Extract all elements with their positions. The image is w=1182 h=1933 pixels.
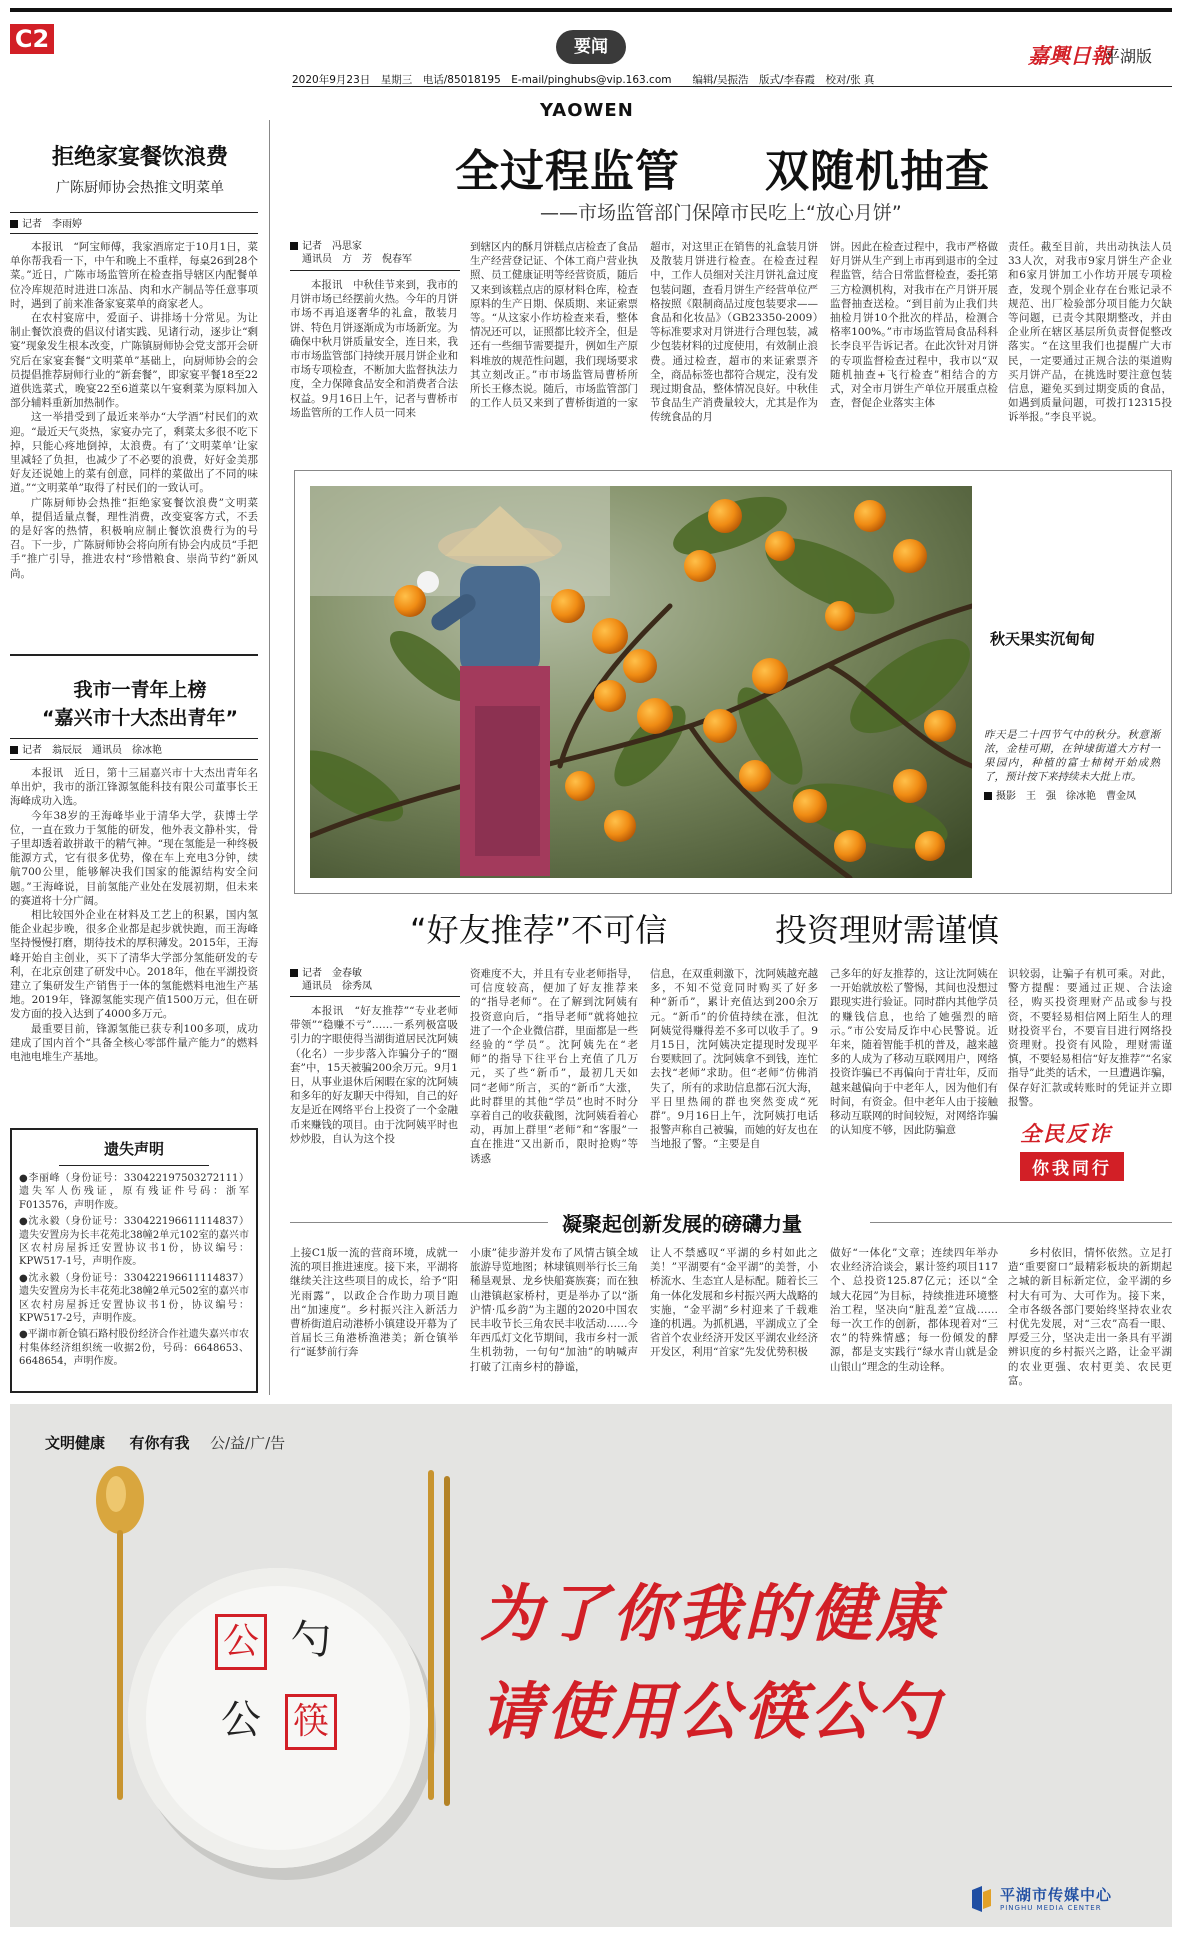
main-byline-a [290,240,460,253]
fraud-col-5-text: 识较弱，让骗子有机可乘。对此，警方提醒：要通过正规、合法途径，购买投资理财产品或参与投资，不要轻易相信网上陌生人的理财投资平台，不要盲目进行网络投资理财。投资有风险，理财需谨慎，不要轻易相信“好友推荐”“名家指导”此类的话术，一旦遭遇诈骗，保存好汇款或转账时的凭证并立即报警。 [1008,968,1172,1107]
plate-stamp-3: 公 [221,1697,261,1743]
persimmon-photo [310,486,972,878]
feast-body [10,240,258,645]
photo-credit-text: 摄影 王 强 徐冰艳 曹金凤 [996,791,1136,802]
top-rule [10,8,1172,12]
page-code: C2 [10,24,54,54]
plate-stamp-2: 勺 [291,1617,331,1663]
feast-paragraph: 在农村宴席中，爱面子、讲排场十分常见。为让制止餐饮浪费的倡议付诸实践、见诸行动，逐步让“剩宴”现象发生根本改变，广陈镇厨师协会党支部开会研究后在家宴套餐“文明菜单”基础上，向厨师协会的会员提倡推荐厨师行业的“新套餐”，即家宴平餐18至22道供选菜式，晚宴22至6道菜以午宴剩菜为原料加入部分辅料重新加热制作。 [10,312,258,410]
fraud-col-4-text: 己多年的好友推荐的，这让沈阿姨在一开始就放松了警惕，其间也没想过跟现实进行验证。同时群内其他学员的赚钱信息，也给了她强烈的暗示。”市公安局反诈中心民警说。近年来，随着智能手机的普及，越来越多的人成为了移动互联网用户，网络投资诈骗已不再偏向于青壮年，反而越来越偏向于中老年人，因为他们有时间，有资金。但中老年人由于接触移动互联网的时间较短，对网络诈骗的认知度不够，因此防骗意 [830,968,998,1137]
main-col-2 [470,240,638,450]
main-byline-a-text: 记者 冯思家 [302,241,362,252]
rural-col-5-text: 乡村依旧，情怀依然。立足打造“重要窗口”最精彩板块的新期起之城的新目标新定位，金平湖的乡村大有可为、大可作为。接下来，全市各级各部门要始终坚持农业农村优先发展，对“三农”高看一眼、厚爱三分，坚决走出一条具有平湖辨识度的乡村振兴之路，让金平湖的农业更强、农村更美、农民更富。 [1008,1247,1172,1387]
ad-line-2: 请使用公筷公勺 [480,1675,943,1748]
section-pinyin: YAOWEN [540,100,634,121]
column-divider [269,120,270,1395]
feast-title: 拒绝家宴餐饮浪费 [51,145,228,170]
fraud-col-2 [470,967,638,1184]
notice-title-rule [59,1165,209,1166]
notice-item: ●李丽峰（身份证号：330422197503272111）遗失军人伤残证，原有残证件号码：浙军F013576，声明作废。 [19,1173,249,1211]
main-col-3 [650,240,818,450]
chopsticks-icon [420,1470,460,1810]
date-line: 2020年9月23日 星期三 电话/85018195 E-mail/pinghubs@vip.163.com 编辑/吴振浩 版式/李春霞 校对/张 真 [292,74,875,86]
rural-col-4-text: 做好“一体化”文章；连续四年举办农业经济洽谈会，累计签约项目117个、总投资125.87亿元；还以“全域大花园”为目标，持续推进环境整治工程，坚决向“脏乱差”宣战……每一次工作的创新，都体现着对“三农”的特殊情感；每一份倾发的酵源，都是支实践行“绿水青山就是金山银山”理念的生动诠释。 [830,1247,998,1373]
rural-col-5 [1008,1246,1172,1392]
main-col-1 [290,278,458,450]
youth-rule [10,738,258,739]
fraud-col-5 [1008,967,1172,1107]
main-title-a: 全过程监管 [455,146,680,197]
ad-slogan-a: 文明健康 [45,1434,106,1452]
ad-line-1: 为了你我的健康 [480,1577,943,1650]
main-col-5-text: 责任。截至目前，共出动执法人员33人次，对我市9家月饼生产企业和6家月饼加工小作坊开展专项检查，发现个别企业存在台账记录不规范、出厂检验部分项目能力欠缺等问题，已责令其限期整改，并由企业所在辖区基层所负责督促整改落实。“在这里我们也提醒广大市民，一定要通过正规合法的渠道购买月饼产品，在挑选时要注意包装信息，避免买到过期变质的食品，如遇到质量问题，可拨打12315投诉举报。”李良平说。 [1008,241,1172,424]
feast-byline [10,218,258,231]
youth-byline [10,744,258,757]
feast-end-rule [10,654,258,656]
feast-subtitle: 广陈厨师协会热推文明菜单 [56,180,224,196]
rural-rule-right [870,1222,1172,1223]
notice-item: ●平湖市新仓镇石路村股份经济合作社遗失嘉兴市农村集体经济组织统一收据2份，号码：6648653、6648654，声明作废。 [19,1329,249,1368]
youth-paragraph: 最重要目前，锋源氢能已获专利100多项，成功建成了国内首个“具备全核心零部件量产能力”的燃料电池电堆生产基地。 [10,1022,258,1064]
fraud-byline-a [290,967,460,980]
photo-title: 秋天果实沉甸甸 [990,630,1096,648]
rural-col-4 [830,1246,998,1392]
youth-paragraph: 本报讯 近日，第十三届嘉兴市十大杰出青年名单出炉，我市的浙江锋源氢能科技有限公司董事长王海峰成功入选。 [10,767,258,808]
spoon-icon [90,1460,150,1810]
notice-item: ●沈永毅（身份证号：330422196611114837）遗失安置房为长丰花苑北38幢2单元502室的嘉兴市区农村房屋拆迁安置协议书1份，协议编号：KPW517-2号，声明作废。 [19,1272,249,1325]
rural-col-1-text: 上接C1版一流的营商环境，成就一流的项目推进速度。接下来，平湖将继续关注这些项目的成长，给予“阳光雨露”，以政企合作助力项目跑出“加速度”。乡村振兴注入新活力曹桥街道启动港桥小镇建设开幕为了首届长三角港桥渔港美；新仓镇举行“诞梦前行奔 [290,1247,458,1359]
anti-fraud-badge [1020,1118,1160,1180]
anti-fraud-line-1: 全民反诈 [1020,1122,1112,1146]
rural-col-2 [470,1246,638,1392]
fraud-title-b: 投资理财需谨慎 [775,911,1000,949]
youth-paragraph: 相比较国外企业在材料及工艺上的积累，国内氢能企业起步晚，很多企业都是起步就快跑，而王海峰坚持慢慢打磨，期待技术的厚积薄发。2015年，王海峰开始自主创业，买下了清华大学部分氢能研发的专利，在北京创建了研发中心。2018年，他在平湖投资建立了集研发生产销售于一体的氢能燃料电池生产基地。2019年，锋源氢能实现产值1500万元，但在研发方面的投入达到了4000多万元。 [10,909,258,1021]
media-center-cn: 平湖市传媒中心 [1000,1886,1113,1904]
rural-col-3 [650,1246,818,1392]
feast-rule [10,212,258,213]
feast-paragraph: 本报讯 “阿宝师傅，我家酒席定于10月1日，菜单你帮我看一下，中午和晚上不重样，每桌26到28个菜。”近日，广陈市场监管所在检查指导辖区内配餐单位冷库规范时进进口冻品、肉和水产制品等任意事项时，遇到了前来准备家宴菜单的商家老人。 [10,241,258,310]
notice-item: ●沈永毅（身份证号：330422196611114837）遗失安置房为长丰花苑北38幢2单元102室的嘉兴市区农村房屋拆迁安置协议书1份，协议编号：KPW517-1号，声明作废。 [19,1216,249,1268]
fraud-col-3-text: 信息，在双重刺激下，沈阿姨越充越多，不知不觉竟同时购买了好多种“新币”，累计充值达到200余万元。“新币”的价值持续在涨，但沈阿姨觉得赚得差不多可以收手了。9月15日，沈阿姨决定提现时发现平台要赎回了。沈阿姨拿不到钱，连忙去找“老师”求助。但“老师”仿佛消失了，所有的求助信息都石沉大海，平日里热闹的群也突然变成“死群”。9月16日上午，沈阿姨打电话报警声称自己被骗，而她的好友也在当地报了警。“主要是自 [650,968,818,1151]
feast-byline-text: 记者 李雨婷 [22,219,82,230]
main-subtitle: ——市场监管部门保障市民吃上“放心月饼” [540,202,902,224]
notice-body [12,1172,256,1387]
main-byline-b: 通讯员 方 芳 倪春军 [302,254,412,265]
youth-body [10,766,258,1114]
media-center-logo-icon [970,1886,992,1912]
persimmon-orchard-image [310,486,972,878]
rural-col-3-text: 让人不禁感叹“平湖的乡村如此之美！”平湖要有“金平湖”的美誉，小桥流水、生态宜人是标配。随着长三角一体化发展和乡村振兴两大战略的实施，“金平湖”乡村迎来了千载难逢的机遇。为抓机遇，平湖成立了全省首个农业经济开发区平湖农业经济开发区，利用“首家”先发优势积极 [650,1247,818,1359]
main-byline [290,240,460,266]
youth-title-2: “嘉兴市十大杰出青年” [42,707,238,729]
masthead-rule [292,86,1172,87]
youth-paragraph: 今年38岁的王海峰毕业于清华大学，获博士学位，一直在致力于氢能的研发，他外表文静朴实，骨子里却透着敢拼敢干的精气神。“现在氢能是一种终极能源方式，它有很多优势，像在车上充电3分钟，续航700公里，能够解决我们国家的能源结构安全问题。”王海峰说，目前氢能产业处在发展初期，但未来的赛道将十分广阔。 [10,809,258,907]
anti-fraud-line-2: 你我同行 [1020,1152,1124,1181]
edition-label: 平湖版 [1104,47,1153,66]
fraud-byline-b: 通讯员 徐秀凤 [302,981,372,992]
youth-rule-2 [10,759,258,760]
rural-rule-left [290,1222,548,1223]
main-col-4 [830,240,998,450]
notice-box [10,1128,258,1393]
fraud-col-3 [650,967,818,1184]
ad-category: 公/益/广/告 [209,1434,286,1452]
main-col-5 [1008,240,1172,450]
paper-name: 嘉興日報 [1028,43,1112,68]
plate [128,1568,428,1868]
main-col-1-text: 本报讯 中秋佳节来到，我市的月饼市场已经摆前火热。今年的月饼市场不再追逐奢华的礼盒，散装月饼、特色月饼逐渐成为市场新宠。为确保中秋月饼质量安全，连日来，我市市场监管部门持续开展月饼企业和市场专项检查，不断加大监督执法力度，全力保障食品安全和消费者合法权益。9月16日上午，记者与曹桥市场监管所的工作人员一同来 [290,279,458,419]
fraud-byline-rule [290,996,460,997]
main-col-3-text: 超市，对这里正在销售的礼盒装月饼及散装月饼进行检查。在检查过程中，工作人员细对关注月饼礼盒过度包装问题，查看月饼生产经营单位严格按照《限制商品过度包装要求——食品和化妆品》（GB23350-2009）等标准要求对月饼进行合理包装，减少包装材料的过度使用，有效制止浪费。通过检查，超市的来证索票齐全，商品标签也都符合规定，没有发现过期食品，整体情况良好。中秋佳节食品生产消费量较大，尤其是作为传统食品的月 [650,241,818,424]
youth-title-1: 我市一青年上榜 [73,679,207,701]
fraud-byline [290,967,460,993]
ad-slogan-b: 有你有我 [129,1434,190,1452]
section-badge: 要闻 [556,30,626,64]
public-service-ad [10,1404,1172,1927]
plate-stamp-1: 公 [215,1614,267,1670]
rural-title: 凝聚起创新发展的磅礴力量 [562,1212,802,1236]
feast-paragraph: 广陈厨师协会热推“拒绝家宴餐饮浪费”文明菜单，提倡适量点餐，理性消费，改变宴客方式，不丢的是好客的热情，积极响应制止餐饮浪费行为的号召。下一步，广陈厨师协会将向所有协会内成员“手把手”推广引导，推进农村“珍惜粮食、崇尚节约”新风尚。 [10,496,258,580]
rural-col-2-text: 小康”徒步游并发布了风情古镇全域旅游导览地图；林埭镇则举行长三角稀垦观景、龙乡快船赛族赛；而在独山港镇赵家桥村，更是举办了以“浙沪情·瓜乡韵”为主题的2020中国农民丰收节长三角农民丰收活动……今年西瓜灯文化节期间，我市乡村一派生机勃勃，一句句“加油”的呐喊声打破了江南乡村的静谧， [470,1247,638,1373]
main-title-b: 双随机抽查 [765,146,990,197]
feast-paragraph: 这一举措受到了最近来举办“大学酒”村民们的欢迎。“最近天气炎热，家宴办完了，剩菜太多很不吃下掉，只能心疼地倒掉，太浪费。有了‘文明菜单’让家里减轻了负担，也减少了不必要的浪费，好好金美那好友还说她上的菜有创意，同样的菜做出了不同的味道。”“文明菜单”取得了村民们的一致认可。 [10,411,258,495]
photo-caption: 昨天是二十四节气中的秋分。秋意渐浓，金桂可期，在钟埭街道大方村一果园内，种植的富士柿树开始成熟了，预计按下来持续未大批上市。 [984,729,1160,783]
fraud-col-2-text: 资难度不大，并且有专业老师指导，可信度较高，便加了好友推荐来的“指导老师”。在了解到沈阿姨有投资意向后，“指导老师”就将她拉进了一个企业微信群，里面都是一些经验的“学员”。沈阿姨先在“老师”的指导下往平台上充值了几万元，买了些“新币”，最初几天如同“老师”所言，买的“新币”大涨，此时群里的其他“学员”也时不时分享着自己的收获截图，沈阿姨看着心动，再加上群里“老师”和“客服”一直在推进“又出新币，限时抢购”等诱惑 [470,968,638,1165]
feast-rule-2 [10,233,258,234]
photo-credit [984,790,1164,803]
media-center-en: PINGHU MEDIA CENTER [1000,1904,1102,1912]
main-col-2-text: 到辖区内的酥月饼糕点店检查了食品生产经营登记证、个体工商户营业执照、员工健康证明等经营资质，随后又来到该糕点店的原材料仓库，检查原料的生产日期、保质期、来证索票等。“从这家小作坊检查来看，整体情况还可以，证照都比较齐全，但是还有一些细节需要提升，例如生产原料堆放的规范性问题，我们现场要求其立刻改正。”市市场监管局曹桥所所长王修杰说。随后，市场监管部门的工作人员又来到了曹桥街道的一家 [470,241,638,410]
notice-title: 遗失声明 [103,1140,164,1158]
fraud-byline-a-text: 记者 金春敏 [302,968,362,979]
rural-col-1 [290,1246,458,1392]
fraud-col-1 [290,1004,458,1184]
youth-byline-text: 记者 翁辰辰 通讯员 徐冰艳 [22,745,162,756]
fraud-col-4 [830,967,998,1184]
plate-stamp-4: 筷 [285,1694,337,1750]
main-byline-rule [290,270,460,271]
fraud-col-1-text: 本报讯 “好友推荐”“专业老师带领”“稳赚不亏”……一系列极富吸引力的字眼使得当湖街道居民沈阿姨（化名）一步步落入诈骗分子的“圈套”中，15天被骗200余万元。9月1日，从事业退休后闲暇在家的沈阿姨和多年的好友聊天中得知，自己的好友是近在网络平台上投资了一个金融币来赚钱的项目。由于沈阿姨平时也炒炒股，自认为这个投 [290,1005,458,1145]
ad-slogan [45,1432,285,1453]
fraud-title-a: “好友推荐”不可信 [410,911,668,949]
main-col-4-text: 饼。因此在检查过程中，我市严格做好月饼从生产到上市再到退市的全过程监管，结合日常监督检查，委托第三方检测机构，对我市在产月饼开展监督抽查送检。“到目前为止我们共抽检月饼10个批次的样品，检测合格率100%。”市市场监管局食品科科长李良平告诉记者。在此次针对月饼的专项监督检查过程中，我市以“双随机抽查+飞行检查”相结合的方式，对全市月饼生产单位开展重点检查，督促企业落实主体 [830,241,998,410]
